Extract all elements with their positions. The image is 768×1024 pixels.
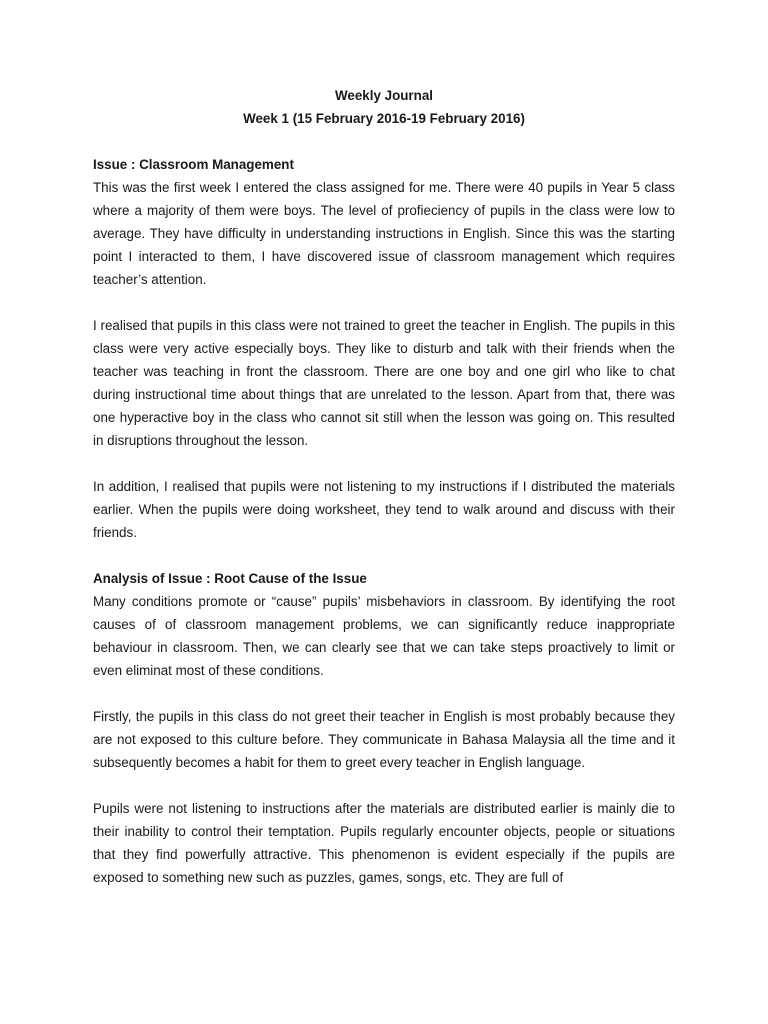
section-heading: Analysis of Issue : Root Cause of the Issue: [93, 571, 367, 586]
paragraph: Pupils were not listening to instructions after the materials are distributed earlier is mainly die to their inability to control their temptation. Pupils regularly encounter objects, people or situations that they find powerfully attractive. This phenomenon is evident especially if the pupils are exposed to something new such as puzzles, games, songs, etc. They are full of: [93, 801, 675, 885]
section-analysis: [93, 567, 675, 889]
section-heading: Issue : Classroom Management: [93, 157, 294, 172]
paragraph: Firstly, the pupils in this class do not greet their teacher in English is most probably because they are not exposed to this culture before. They communicate in Bahasa Malaysia all the time and it subsequently becomes a habit for them to greet every teacher in English language.: [93, 709, 675, 770]
document-subtitle: Week 1 (15 February 2016-19 February 2016): [243, 111, 525, 126]
document-title: Weekly Journal: [335, 88, 433, 103]
paragraph: This was the first week I entered the class assigned for me. There were 40 pupils in Year 5 class where a majority of them were boys. The level of profieciency of pupils in the class were low to average. They have difficulty in understanding instructions in English. Since this was the starting point I interacted to them, I have discovered issue of classroom management which requires teacher’s attention.: [93, 180, 675, 287]
paragraph: In addition, I realised that pupils were not listening to my instructions if I distributed the materials earlier. When the pupils were doing worksheet, they tend to walk around and discuss with their friends.: [93, 479, 675, 540]
paragraph: Many conditions promote or “cause” pupils’ misbehaviors in classroom. By identifying the root causes of of classroom management problems, we can significantly reduce inappropriate behaviour in classroom. Then, we can clearly see that we can take steps proactively to limit or even eliminat most of these conditions.: [93, 594, 675, 678]
section-issue: [93, 153, 675, 544]
document-page: [93, 84, 675, 912]
paragraph: I realised that pupils in this class were not trained to greet the teacher in English. The pupils in this class were very active especially boys. They like to disturb and talk with their friends when the teacher was teaching in front the classroom. There are one boy and one girl who like to chat during instructional time about things that are unrelated to the lesson. Apart from that, there was one hyperactive boy in the class who cannot sit still when the lesson was going on. This resulted in disruptions throughout the lesson.: [93, 318, 675, 448]
